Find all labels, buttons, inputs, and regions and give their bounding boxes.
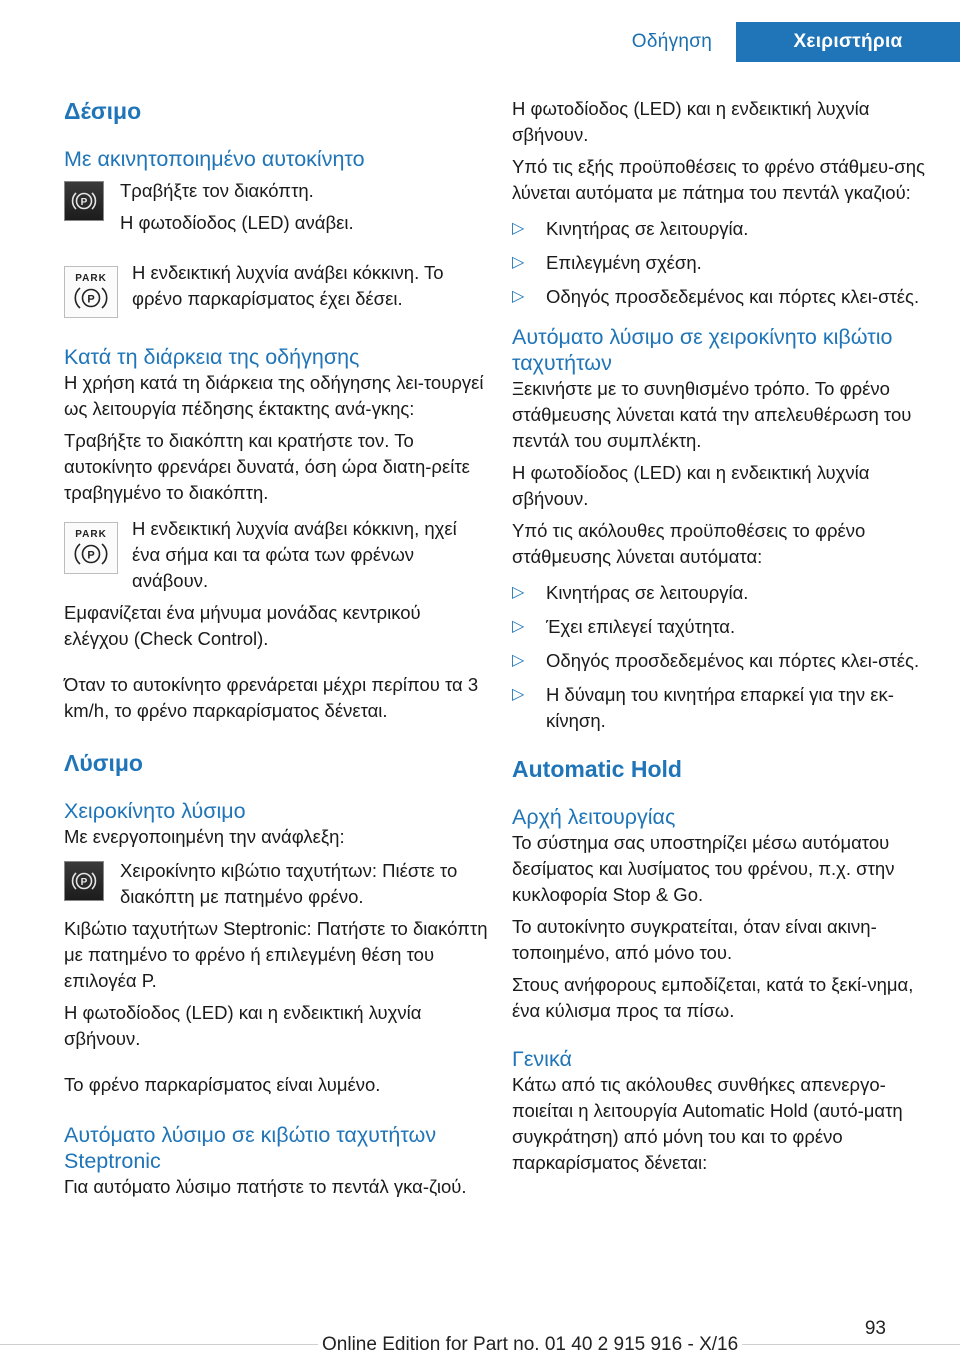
list-item — [512, 580, 936, 606]
icon-text — [120, 178, 488, 236]
auto-steptronic-text: Για αυτόματο λύσιμο πατήστε το πεντάλ γκα-ζιού. — [64, 1176, 467, 1197]
lamp-red-sound-text: Η ενδεικτική λυχνία ανάβει κόκκινη, ηχεί ένα σήμα και τα φώτα των φρένων ανάβουν. — [132, 518, 457, 591]
pull-switch-text: Τραβήξτε τον διακόπτη. — [120, 180, 314, 201]
triangle-bullet-icon: ▷ — [512, 254, 525, 271]
switch-icon-row-2 — [64, 858, 488, 910]
park-indicator-icon — [64, 522, 118, 574]
heading-while-driving: Κατά τη διάρκεια της οδήγησης — [64, 345, 360, 369]
tab-driving[interactable]: Οδήγηση — [608, 22, 736, 62]
conditions-auto-text: Υπό τις ακόλουθες προϋποθέσεις το φρένο στάθμευσης λύνεται αυτόματα: — [512, 520, 866, 567]
general-paragraph: Κάτω από τις ακόλουθες συνθήκες απενεργο-ποιείται η λειτουργία Automatic Hold (αυτό-ματη συγκράτηση) από μόνη του και το φρένο παρκαρίσματος δένεται: — [512, 1074, 903, 1173]
lamp-red-text: Η ενδεικτική λυχνία ανάβει κόκκινη. Το φρένο παρκαρίσματος έχει δέσει. — [132, 262, 444, 309]
icon-text — [132, 516, 488, 594]
heading-binding: Δέσιμο — [64, 98, 142, 124]
icon-text — [132, 260, 488, 312]
park-label: PARK — [75, 273, 107, 284]
triangle-bullet-icon: ▷ — [512, 288, 525, 305]
left-column — [64, 96, 488, 1200]
triangle-bullet-icon: ▷ — [512, 686, 525, 703]
heading-general: Γενικά — [512, 1047, 572, 1071]
list-item-text: Κινητήρας σε λειτουργία. — [546, 582, 749, 603]
triangle-bullet-icon: ▷ — [512, 618, 525, 635]
bullet-list-1 — [512, 216, 936, 310]
triangle-bullet-icon: ▷ — [512, 584, 525, 601]
page-number: 93 — [864, 1318, 886, 1339]
header-tabs — [608, 22, 960, 62]
footer-edition-text: Online Edition for Part no. 01 40 2 915 916 - X/16 — [318, 1334, 742, 1356]
right-column — [512, 96, 936, 1176]
list-item — [512, 682, 936, 734]
heading-auto-release-manual: Αυτόματο λύσιμο σε χειροκίνητο κιβώτιο ταχυτήτων — [512, 325, 893, 375]
start-text: Ξεκινήστε με το συνηθισμένο τρόπο. Το φρένο στάθμευσης λύνεται κατά την απελευθέρωση του πεντάλ του συμπλέκτη. — [512, 378, 912, 451]
heading-automatic-hold: Automatic Hold — [512, 756, 682, 782]
list-item-text: Η δύναμη του κινητήρα επαρκεί για την εκ-κίνηση. — [546, 684, 894, 731]
triangle-bullet-icon: ▷ — [512, 652, 525, 669]
manual-gearbox-text: Χειροκίνητο κιβώτιο ταχυτήτων: Πιέστε το διακόπτη με πατημένο φρένο. — [120, 860, 458, 907]
tab-controls[interactable]: Χειριστήρια — [736, 22, 960, 62]
park-label: PARK — [75, 529, 107, 540]
heading-principle: Αρχή λειτουργίας — [512, 805, 676, 829]
heading-auto-release-steptronic: Αυτόματο λύσιμο σε κιβώτιο ταχυτήτων Steptronic — [64, 1123, 437, 1173]
heading-manual-release: Χειροκίνητο λύσιμο — [64, 799, 246, 823]
list-item — [512, 614, 936, 640]
parking-brake-switch-icon — [64, 861, 104, 901]
svg-text:P: P — [87, 293, 95, 306]
svg-text:P: P — [87, 549, 95, 562]
list-item-text: Οδηγός προσδεδεμένος και πόρτες κλει-στές. — [546, 650, 920, 671]
list-item-text: Επιλεγμένη σχέση. — [546, 252, 702, 273]
principle-paragraph-1: Το σύστημα σας υποστηρίζει μέσω αυτόματου δεσίματος και λυσίματος του φρένου, π.χ. στην κυκλοφορία Stop & Go. — [512, 832, 895, 905]
svg-text:P: P — [80, 197, 88, 208]
park-lamp-row — [64, 260, 488, 318]
led-off-text: Η φωτοδίοδος (LED) και η ενδεικτική λυχνία σβήνουν. — [64, 1002, 422, 1049]
led-off-text: Η φωτοδίοδος (LED) και η ενδεικτική λυχνία σβήνουν. — [512, 98, 870, 145]
driving-paragraph-2: Τραβήξτε το διακόπτη και κρατήστε τον. Το αυτοκίνητο φρενάρει δυνατά, όση ώρα διατη-ρείτε τραβηγμένο το διακόπτη. — [64, 430, 470, 503]
led-off-text-2: Η φωτοδίοδος (LED) και η ενδεικτική λυχνία σβήνουν. — [512, 462, 870, 509]
svg-text:P: P — [80, 877, 88, 888]
brake-released-text: Το φρένο παρκαρίσματος είναι λυμένο. — [64, 1074, 381, 1095]
triangle-bullet-icon: ▷ — [512, 220, 525, 237]
list-item — [512, 648, 936, 674]
list-item — [512, 284, 936, 310]
heading-release: Λύσιμο — [64, 750, 143, 776]
list-item — [512, 250, 936, 276]
list-item-text: Οδηγός προσδεδεμένος και πόρτες κλει-στές. — [546, 286, 920, 307]
parking-brake-switch-icon — [64, 181, 104, 221]
switch-icon-row — [64, 178, 488, 236]
ignition-on-text: Με ενεργοποιημένη την ανάφλεξη: — [64, 826, 345, 847]
led-on-text: Η φωτοδίοδος (LED) ανάβει. — [120, 212, 354, 233]
brake-3kmh-text: Όταν το αυτοκίνητο φρενάρεται μέχρι περίπου τα 3 km/h, το φρένο παρκαρίσματος δένεται. — [64, 674, 479, 721]
driving-paragraph-1: Η χρήση κατά τη διάρκεια της οδήγησης λει-τουργεί ως λειτουργία πέδησης έκτακτης ανά-γκης: — [64, 372, 484, 419]
conditions-gas-text: Υπό τις εξής προϋποθέσεις το φρένο στάθμευ-σης λύνεται αυτόματα με πάτημα του πεντάλ γκαζιού: — [512, 156, 925, 203]
icon-text — [120, 858, 488, 910]
steptronic-text: Κιβώτιο ταχυτήτων Steptronic: Πατήστε το διακόπτη με πατημένο το φρένο ή επιλεγμένη θέση του επιλογέα P. — [64, 918, 488, 991]
check-control-text: Εμφανίζεται ένα μήνυμα μονάδας κεντρικού ελέγχου (Check Control). — [64, 602, 421, 649]
principle-paragraph-3: Στους ανήφορους εμποδίζεται, κατά το ξεκί-νημα, ένα κύλισμα προς τα πίσω. — [512, 974, 914, 1021]
park-indicator-icon — [64, 266, 118, 318]
bullet-list-2 — [512, 580, 936, 734]
park-lamp-row-2 — [64, 516, 488, 594]
heading-stationary: Με ακινητοποιημένο αυτοκίνητο — [64, 147, 365, 171]
principle-paragraph-2: Το αυτοκίνητο συγκρατείται, όταν είναι ακινη-τοποιημένο, από μόνο του. — [512, 916, 877, 963]
list-item — [512, 216, 936, 242]
list-item-text: Έχει επιλεγεί ταχύτητα. — [546, 616, 736, 637]
list-item-text: Κινητήρας σε λειτουργία. — [546, 218, 749, 239]
